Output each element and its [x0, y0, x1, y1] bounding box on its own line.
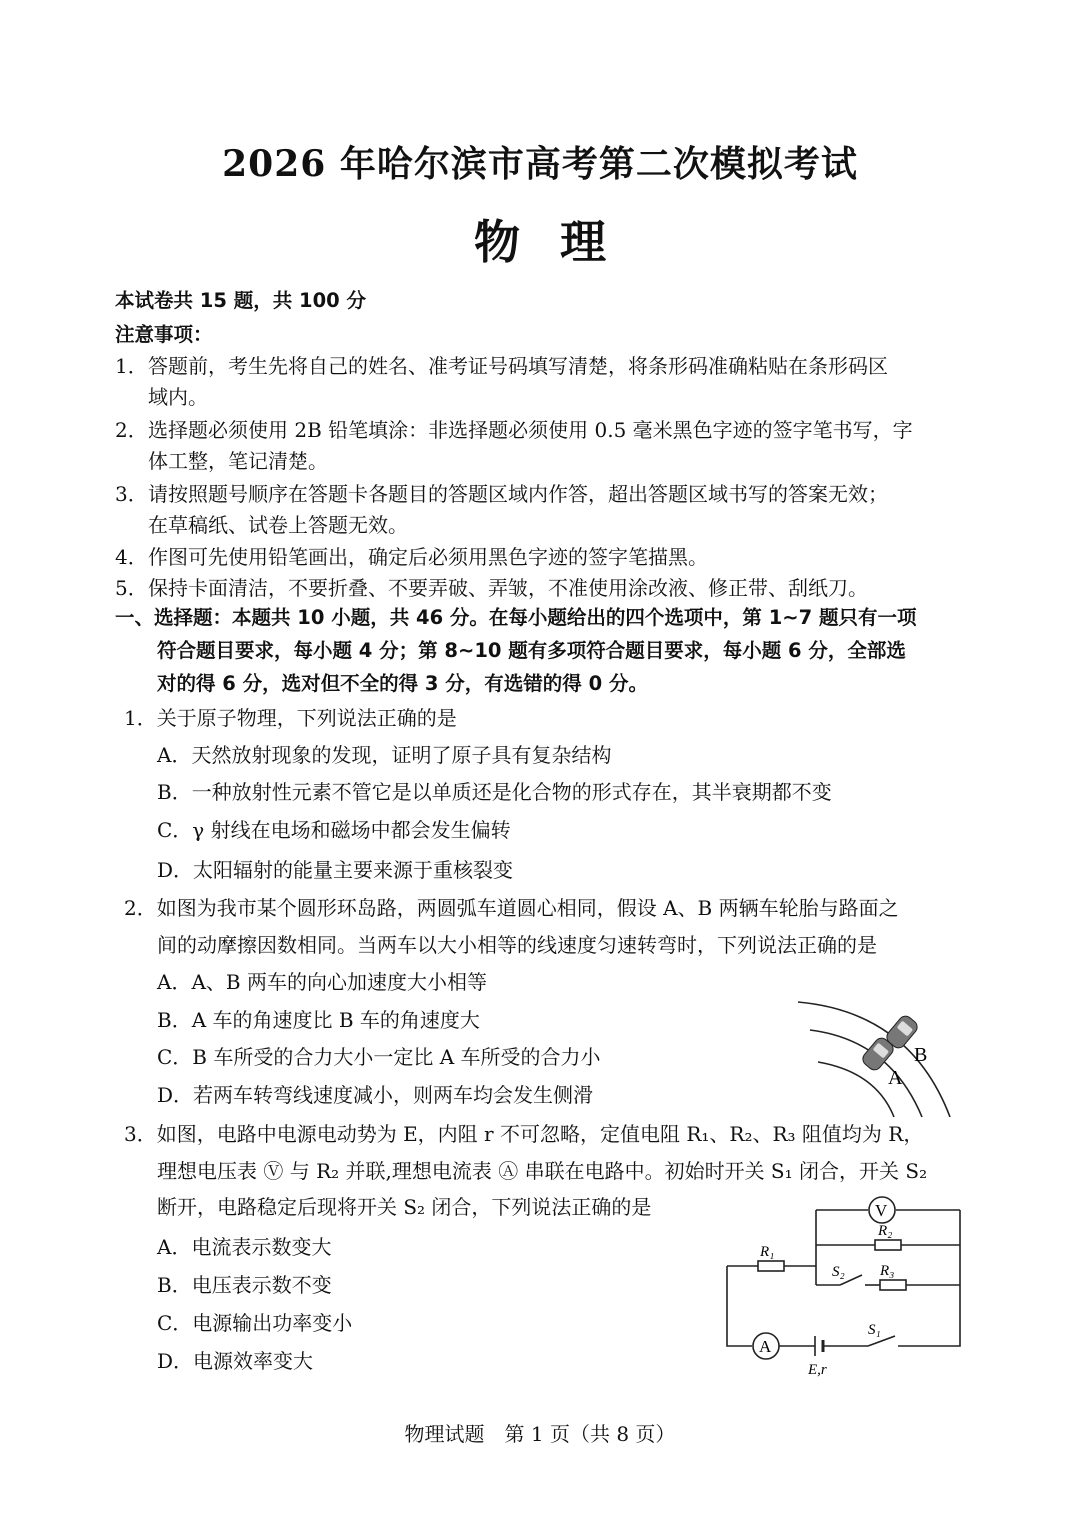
- notice-1-line-2: 域内。: [148, 385, 208, 409]
- exam-summary: 本试卷共 15 题，共 100 分: [115, 289, 366, 312]
- section-1-heading: 一、选择题：本题共 10 小题，共 46 分。在每小题给出的四个选项中，第 1~7 题只有一项: [115, 606, 917, 629]
- q3-option-d: D．电源效率变大: [157, 1349, 314, 1373]
- page-footer: 物理试题 第 1 页（共 8 页）: [404, 1422, 676, 1446]
- notice-2-num: 2．: [115, 418, 148, 442]
- roundabout-figure: [790, 962, 960, 1122]
- subject-title: 物理: [474, 215, 646, 269]
- q3-option-a: A．电流表示数变大: [157, 1235, 332, 1259]
- notice-1-line-1: 答题前，考生先将自己的姓名、准考证号码填写清楚，将条形码准确粘贴在条形码区: [148, 354, 888, 378]
- notice-5-line-1: 保持卡面清洁，不要折叠、不要弄破、弄皱，不准使用涂改液、修正带、刮纸刀。: [148, 576, 868, 600]
- notice-4-num: 4．: [115, 545, 148, 569]
- notice-4-line-1: 作图可先使用铅笔画出，确定后必须用黑色字迹的签字笔描黑。: [148, 545, 708, 569]
- q1-option-a: A．天然放射现象的发现，证明了原子具有复杂结构: [157, 743, 612, 767]
- section-1-line-3: 对的得 6 分，选对但不全的得 3 分，有选错的得 0 分。: [157, 672, 648, 695]
- ammeter-label: A: [759, 1337, 772, 1356]
- q3-stem-line-1: 3．如图，电路中电源电动势为 E，内阻 r 不可忽略，定值电阻 R₁、R₂、R₃ 阻值均为 R，: [124, 1122, 924, 1146]
- notice-3-line-2: 在草稿纸、试卷上答题无效。: [148, 513, 408, 537]
- notice-heading: 注意事项：: [115, 323, 213, 346]
- circuit-diagram: [720, 1190, 970, 1380]
- exam-title: 2026 年哈尔滨市高考第二次模拟考试: [222, 143, 858, 185]
- q3-stem-line-2: 理想电压表 Ⓥ 与 R₂ 并联,理想电流表 Ⓐ 串联在电路中。初始时开关 S₁ 闭合，开关 S₂: [157, 1159, 928, 1183]
- q1-option-c: C．γ 射线在电场和磁场中都会发生偏转: [157, 818, 511, 842]
- q2-option-a: A．A、B 两车的向心加速度大小相等: [157, 970, 487, 994]
- r2-label: R₂: [878, 1223, 893, 1239]
- q2-option-c: C．B 车所受的合力大小一定比 A 车所受的合力小: [157, 1045, 601, 1069]
- q2-option-b: B．A 车的角速度比 B 车的角速度大: [157, 1008, 480, 1032]
- s2-label: S₂: [832, 1264, 845, 1280]
- notice-2-line-2: 体工整，笔记清楚。: [148, 449, 328, 473]
- q1-option-d: D．太阳辐射的能量主要来源于重核裂变: [157, 858, 514, 882]
- q2-stem-line-1: 2．如图为我市某个圆形环岛路，两圆弧车道圆心相同，假设 A、B 两辆车轮胎与路面之: [124, 896, 899, 920]
- q3-stem-line-3: 断开，电路稳定后现将开关 S₂ 闭合，下列说法正确的是: [157, 1195, 652, 1219]
- car-b-label: B: [914, 1044, 928, 1066]
- q2-option-d: D．若两车转弯线速度减小，则两车均会发生侧滑: [157, 1083, 594, 1107]
- q1-option-b: B．一种放射性元素不管它是以单质还是化合物的形式存在，其半衰期都不变: [157, 780, 832, 804]
- q3-option-c: C．电源输出功率变小: [157, 1311, 353, 1335]
- s1-label: S₁: [868, 1322, 881, 1338]
- notice-5-num: 5．: [115, 576, 148, 600]
- notice-3-line-1: 请按照题号顺序在答题卡各题目的答题区域内作答，超出答题区域书写的答案无效；: [148, 482, 888, 506]
- voltmeter-label: V: [875, 1201, 888, 1220]
- q1-stem: 1．关于原子物理，下列说法正确的是: [124, 706, 457, 730]
- section-1-line-2: 符合题目要求，每小题 4 分；第 8~10 题有多项符合题目要求，每小题 6 分，全部选: [157, 639, 906, 662]
- q2-stem-line-2: 间的动摩擦因数相同。当两车以大小相等的线速度匀速转弯时，下列说法正确的是: [157, 933, 877, 957]
- notice-2-line-1: 选择题必须使用 2B 铅笔填涂：非选择题必须使用 0.5 毫米黑色字迹的签字笔书写，字: [148, 418, 913, 442]
- source-label: E,r: [808, 1362, 827, 1378]
- r1-label: R₁: [760, 1244, 775, 1260]
- notice-3-num: 3．: [115, 482, 148, 506]
- r3-label: R₃: [880, 1263, 895, 1279]
- car-a-label: A: [888, 1067, 903, 1089]
- q3-option-b: B．电压表示数不变: [157, 1273, 332, 1297]
- notice-1-num: 1．: [115, 354, 148, 378]
